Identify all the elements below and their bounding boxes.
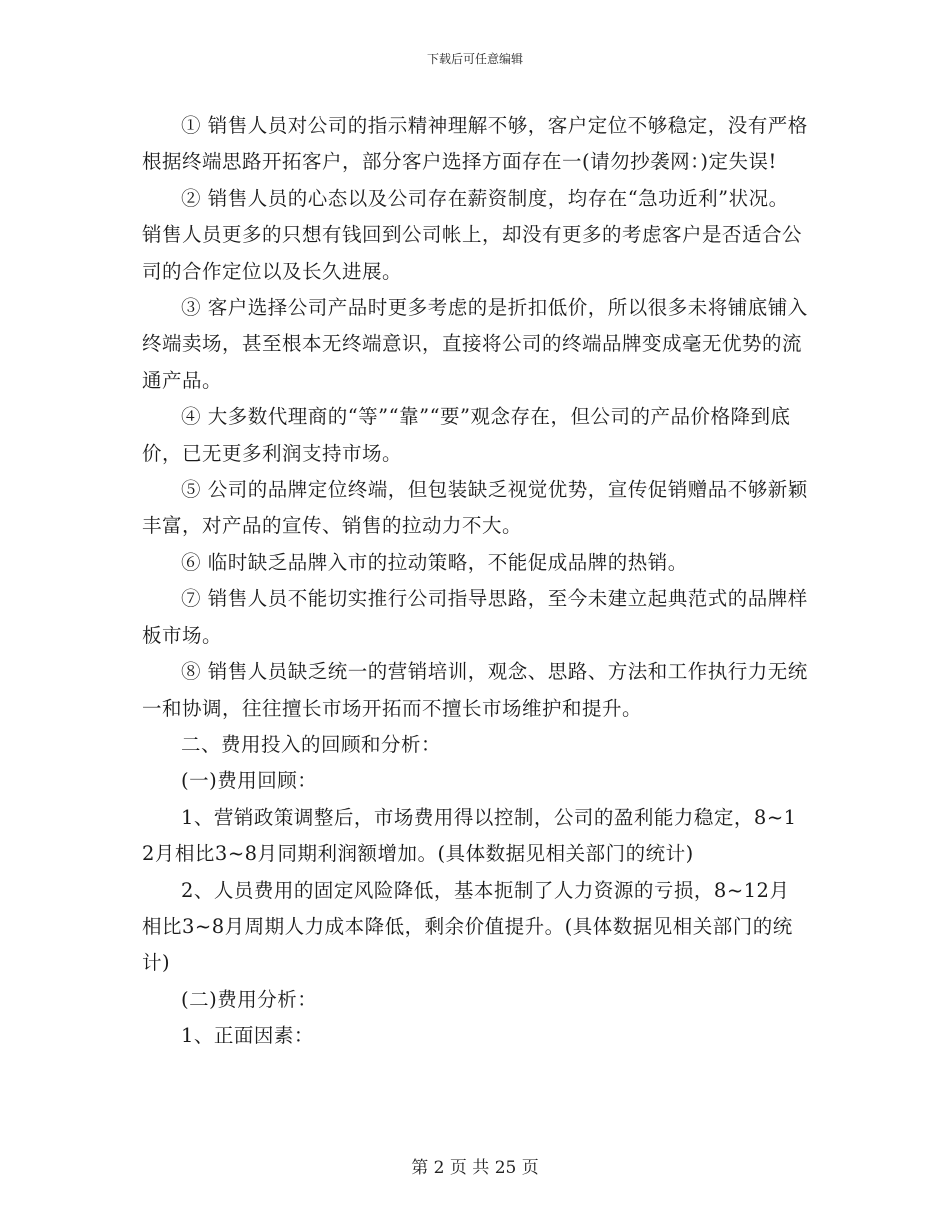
paragraph-3: ③ 客户选择公司产品时更多考虑的是折扣低价，所以很多未将铺底铺入终端卖场，甚至根本无终端意识，直接将公司的终端品牌变成毫无优势的流通产品。	[142, 296, 808, 392]
subheading-expense-review: (一)费用回顾：	[181, 769, 318, 793]
paragraph-4: ④ 大多数代理商的“等”“靠”“要”观念存在，但公司的产品价格降到底价，已无更多利润支持市场。	[142, 405, 791, 465]
page-number-footer: 第 2 页 共 25 页	[411, 1158, 539, 1178]
paragraph-7: ⑦ 销售人员不能切实推行公司指导思路，至今未建立起典范式的品牌样板市场。	[142, 587, 808, 647]
subheading-expense-analysis: (二)费用分析：	[181, 987, 318, 1011]
paragraph-expense-1: 1、营销政策调整后，市场费用得以控制，公司的盈利能力稳定，8~12月相比3~8月同期利润额增加。(具体数据见相关部门的统计)	[142, 805, 797, 866]
paragraph-8: ⑧ 销售人员缺乏统一的营销培训，观念、思路、方法和工作执行力无统一和协调，往往擅长市场开拓而不擅长市场维护和提升。	[142, 660, 808, 720]
section-heading-expense-review: 二、费用投入的回顾和分析：	[181, 732, 442, 756]
paragraph-expense-2: 2、人员费用的固定风险降低，基本扼制了人力资源的亏损，8~12月相比3~8月周期人力成本降低，剩余价值提升。(具体数据见相关部门的统计)	[142, 878, 793, 975]
paragraph-1: ① 销售人员对公司的指示精神理解不够，客户定位不够稳定，没有严格根据终端思路开拓客户，部分客户选择方面存在一(请勿抄袭网：)定失误!	[142, 114, 808, 174]
subheading-positive-factors: 1、正面因素：	[181, 1024, 314, 1048]
paragraph-6: ⑥ 临时缺乏品牌入市的拉动策略，不能促成品牌的热销。	[181, 550, 688, 574]
page-header: 下载后可任意编辑	[426, 52, 523, 66]
paragraph-2: ② 销售人员的心态以及公司存在薪资制度，均存在“急功近利”状况。销售人员更多的只想有钱回到公司帐上，却没有更多的考虑客户是否适合公司的合作定位以及长久进展。	[142, 186, 803, 283]
document-body	[142, 108, 808, 1055]
paragraph-5: ⑤ 公司的品牌定位终端，但包装缺乏视觉优势，宣传促销赠品不够新颖丰富，对产品的宣传、销售的拉动力不大。	[142, 478, 808, 538]
